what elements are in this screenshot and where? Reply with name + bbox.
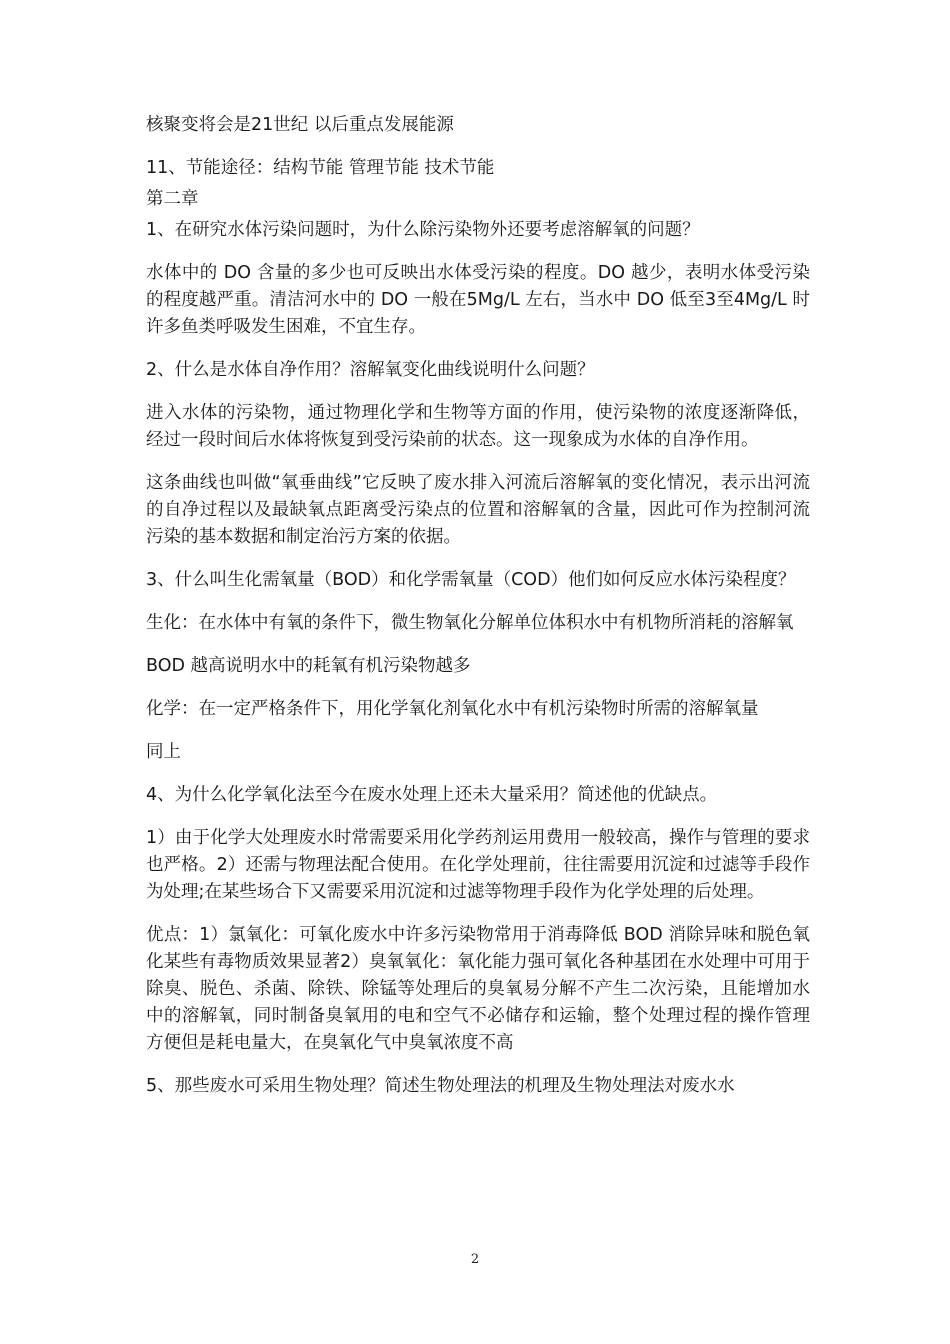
answer-3-bod-definition: 生化：在水体中有氧的条件下，微生物氧化分解单位体积水中有机物所消耗的溶解氧 [146, 613, 794, 633]
answer-4-reasons: 1）由于化学大处理废水时常需要采用化学药剂运用费用一般较高，操作与管理的要求也严格。2）还需与物理法配合使用。在化学处理前，往往需要用沉淀和过滤等手段作为处理;在某些场合下又需要采用沉淀和过滤等物理手段作为化学处理的后处理。 [146, 828, 810, 902]
question-5: 5、那些废水可采用生物处理？简述生物处理法的机理及生物处理法对废水水 [146, 1076, 735, 1096]
answer-2-self-purification: 进入水体的污染物，通过物理化学和生物等方面的作用，使污染物的浓度逐渐降低，经过一段时间后水体将恢复到受污染前的状态。这一现象成为水体的自净作用。 [146, 403, 810, 450]
question-4: 4、为什么化学氧化法至今在废水处理上还未大量采用？简述他的优缺点。 [146, 785, 718, 805]
answer-4-advantages: 优点：1）氯氧化：可氧化废水中许多污染物常用于消毒降低 BOD 消除异味和脱色氧化某些有毒物质效果显著2）臭氧氧化：氧化能力强可氧化各种基团在水处理中可用于除臭、脱色、杀菌、除铁、除锰等处理后的臭氧易分解不产生二次污染，且能增加水中的溶解氧，同时制备臭氧用的电和空气不必储存和运输，整个处理过程的操作管理方便但是耗电量大，在臭氧化气中臭氧浓度不高 [146, 925, 810, 1053]
paragraph-energy-saving: 11、节能途径：结构节能 管理节能 技术节能 [146, 158, 495, 178]
page-body [146, 112, 810, 1116]
chapter-heading: 第二章 [146, 189, 199, 209]
answer-2-oxygen-sag-curve: 这条曲线也叫做“氧垂曲线”它反映了废水排入河流后溶解氧的变化情况，表示出河流的自净过程以及最缺氧点距离受污染点的位置和溶解氧的含量，因此可作为控制河流污染的基本数据和制定治污方案的依据。 [146, 473, 810, 547]
answer-3-bod-note: BOD 越高说明水中的耗氧有机污染物越多 [146, 656, 471, 676]
answer-3-cod-definition: 化学：在一定严格条件下，用化学氧化剂氧化水中有机污染物时所需的溶解氧量 [146, 699, 759, 719]
question-1: 1、在研究水体污染问题时，为什么除污染物外还要考虑溶解氧的问题？ [146, 220, 700, 240]
answer-1: 水体中的 DO 含量的多少也可反映出水体受污染的程度。DO 越少，表明水体受污染的程度越严重。清洁河水中的 DO 一般在5Mg/L 左右，当水中 DO 低至3至4Mg/L 时许多鱼类呼吸发生困难，不宜生存。 [146, 263, 810, 337]
answer-3-cod-note: 同上 [146, 742, 181, 762]
page-number: 2 [470, 1252, 480, 1267]
question-3: 3、什么叫生化需氧量（BOD）和化学需氧量（COD）他们如何反应水体污染程度？ [146, 570, 796, 590]
paragraph-fusion-energy: 核聚变将会是21世纪 以后重点发展能源 [146, 115, 454, 135]
question-2: 2、什么是水体自净作用？溶解氧变化曲线说明什么问题？ [146, 360, 595, 380]
